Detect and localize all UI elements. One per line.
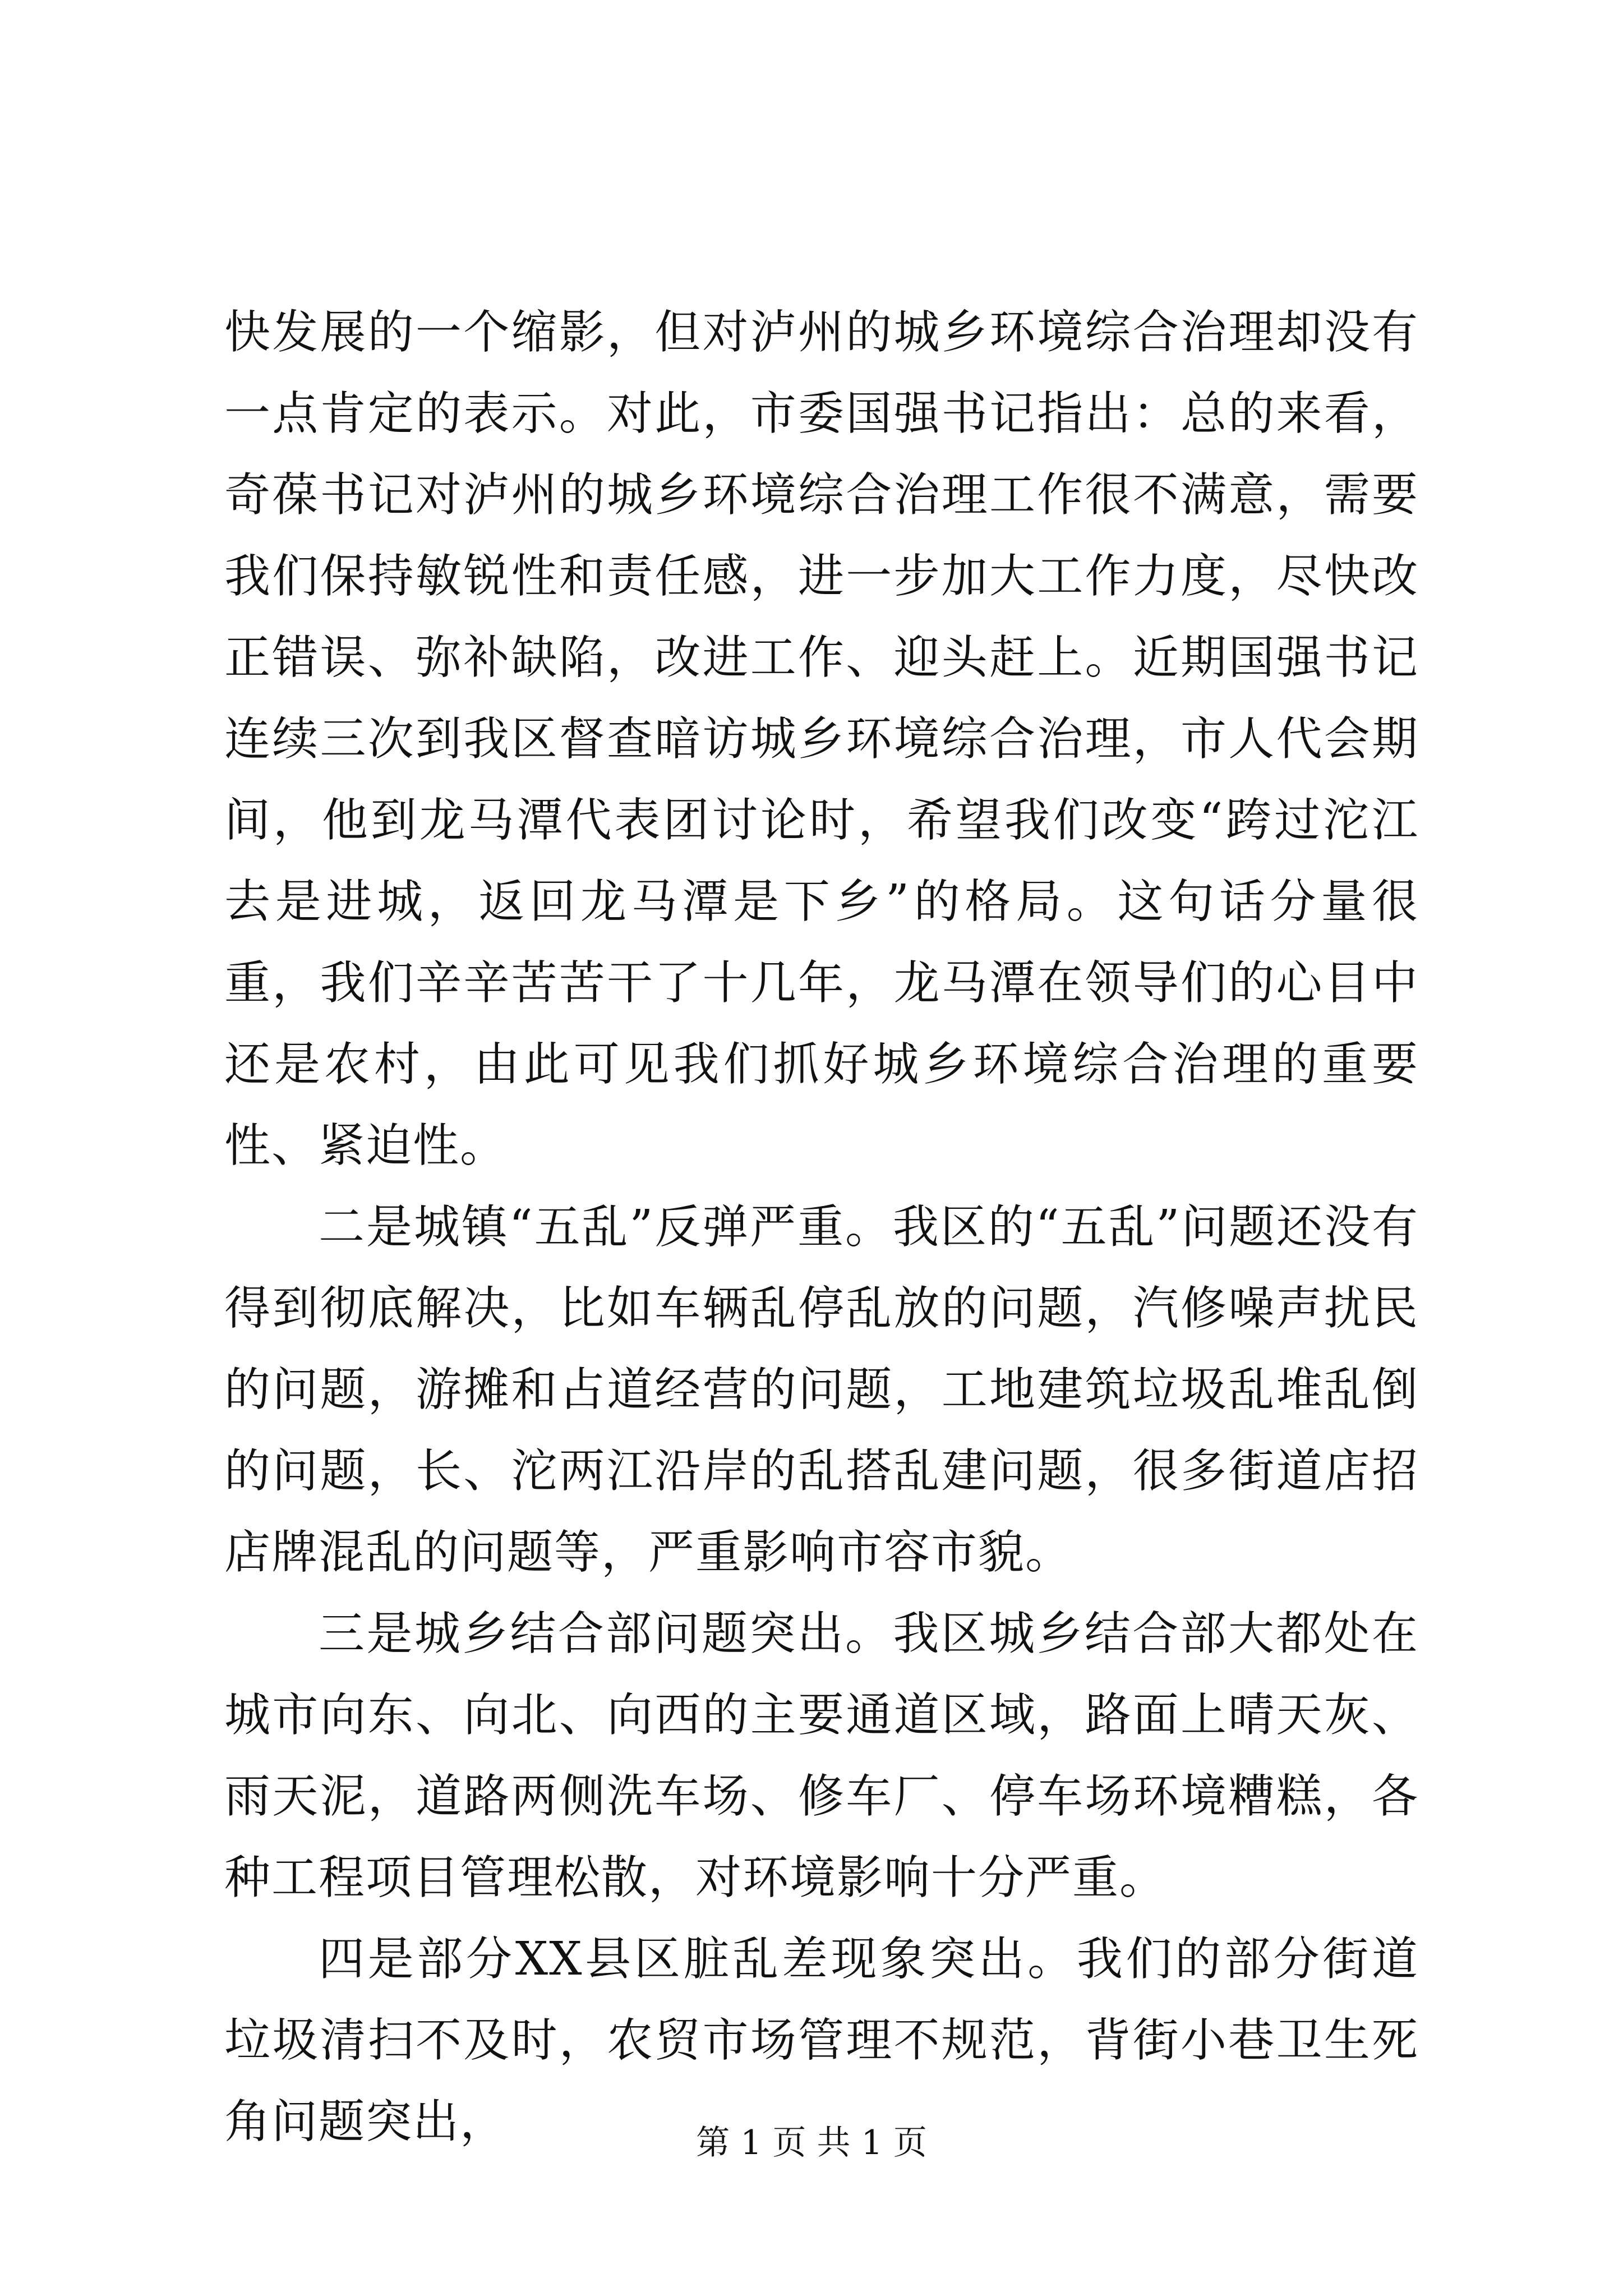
paragraph-continuation: 快发展的一个缩影，但对泸州的城乡环境综合治理却没有一点肯定的表示。对此，市委国强书记指出：总的来看，奇葆书记对泸州的城乡环境综合治理工作很不满意，需要我们保持敏锐性和责任感，进一步加大工作力度，尽快改正错误、弥补缺陷，改进工作、迎头赶上。近期国强书记连续三次到我区督查暗访城乡环境综合治理，市人代会期间，他到龙马潭代表团讨论时，希望我们改变“跨过沱江去是进城，返回龙马潭是下乡”的格局。这句话分量很重，我们辛辛苦苦干了十几年，龙马潭在领导们的心目中还是农村，由此可见我们抓好城乡环境综合治理的重要性、紧迫性。 [224,306,1419,1172]
document-body [224,292,1419,2162]
paragraph-urban-rural-fringe: 三是城乡结合部问题突出。我区城乡结合部大都处在城市向东、向北、向西的主要通道区域，路面上晴天灰、雨天泥，道路两侧洗车场、修车厂、停车场环境糟糕，各种工程项目管理松散，对环境影响十分严重。 [224,1607,1419,1904]
paragraph-county-districts: 四是部分XX县区脏乱差现象突出。我们的部分街道垃圾清扫不及时，农贸市场管理不规范，背街小巷卫生死角问题突出， [224,1932,1419,2148]
page-footer: 第 1 页 共 1 页 [696,2123,927,2162]
paragraph-wuluan: 二是城镇“五乱”反弹严重。我区的“五乱”问题还没有得到彻底解决，比如车辆乱停乱放的问题，汽修噪声扰民的问题，游摊和占道经营的问题，工地建筑垃圾乱堆乱倒的问题，长、沱两江沿岸的乱搭乱建问题，很多街道店招店牌混乱的问题等，严重影响市容市貌。 [224,1200,1419,1579]
